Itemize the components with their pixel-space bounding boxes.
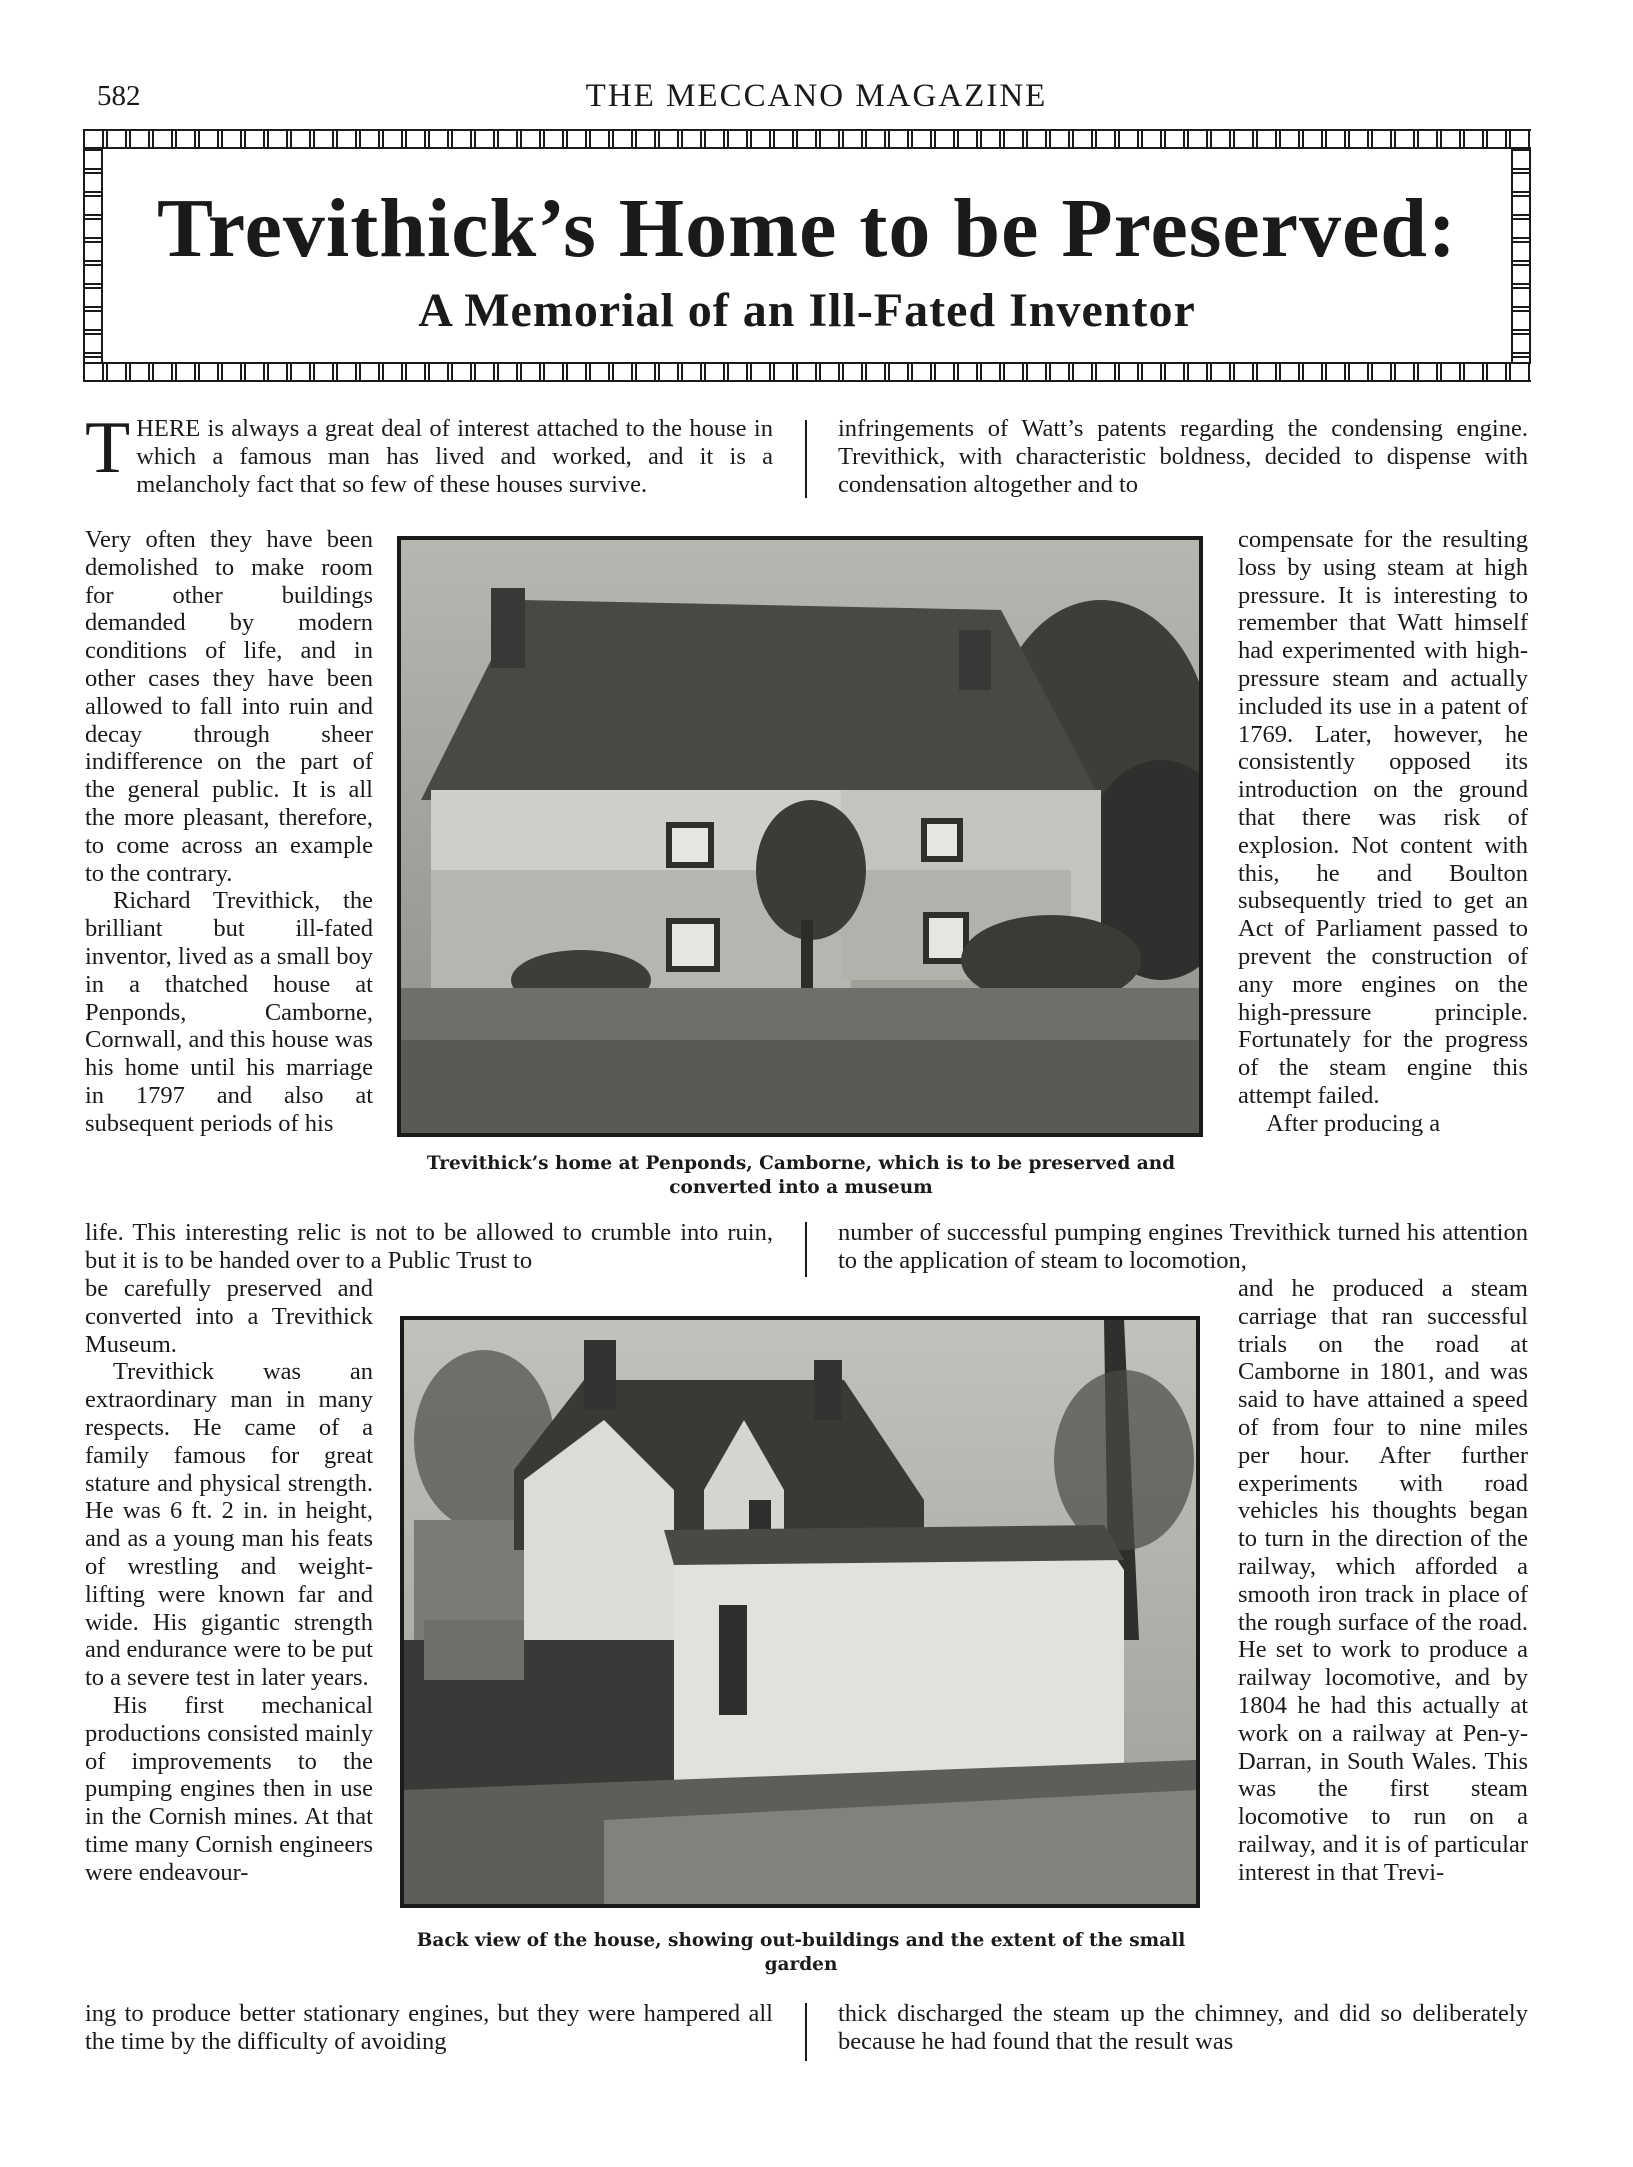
- page-number: 582: [97, 80, 141, 112]
- left-column-upper: [85, 526, 373, 1138]
- paragraph: Very often they have been demolished to make room for other buildings demanded by modern conditions of life, and in other cases they have been allowed to fall into ruin and decay through sheer indifference on the part of the general public. It is all the more pleasant, therefore, to come across an example to the contrary.: [85, 526, 373, 887]
- intro-text: HERE is always a great deal of interest attached to the house in which a famous man has lived and worked, and it is a melancholy fact that so few of these houses survive.: [136, 415, 773, 498]
- article-headline: Trevithick’s Home to be Preserved:: [157, 182, 1457, 275]
- drop-cap: T: [85, 407, 131, 489]
- figure-caption-back: Back view of the house, showing out-buildings and the extent of the small garden: [416, 1930, 1186, 1975]
- border-top: [83, 129, 1531, 149]
- paragraph: Trevithick was an extraordinary man in many respects. He came of a family famous for great stature and physical strength. He was 6 ft. 2 in. in height, and as a young man his feats of wrestling and weight-lifting were known far and wide. His gigantic strength and endurance were to be put to a severe test in later years.: [85, 1358, 373, 1692]
- figure-caption-front: Trevithick’s home at Penponds, Camborne, which is to be preserved and converted into a museum: [426, 1153, 1176, 1198]
- right-column-span: number of successful pumping engines Trevithick turned his attention to the application of steam to locomotion,: [838, 1219, 1528, 1274]
- right-column-bottom: thick discharged the steam up the chimney, and did so deliberately because he had found that the result was: [838, 2000, 1528, 2055]
- left-column-bottom: ing to produce better stationary engines, but they were hampered all the time by the difficulty of avoiding: [85, 2000, 773, 2055]
- magazine-title: THE MECCANO MAGAZINE: [585, 78, 1048, 114]
- paragraph: Richard Trevithick, the brilliant but ill-fated inventor, lived as a small boy in a thatched house at Penponds, Camborne, Cornwall, and this house was his home until his marriage in 1797 and also at subsequent periods of his: [85, 887, 373, 1137]
- article-subheadline: A Memorial of an Ill-Fated Inventor: [418, 284, 1196, 337]
- right-column-top: infringements of Watt’s patents regarding the condensing engine. Trevithick, with characteristic boldness, decided to dispense with condensation altogether and to: [838, 415, 1528, 498]
- intro-paragraph: [85, 407, 773, 498]
- left-column-lower: [85, 1275, 373, 1887]
- paragraph: His first mechanical productions consisted mainly of improvements to the pumping engines then in use in the Cornish mines. At that time many Cornish engineers were endeavour-: [85, 1691, 373, 1886]
- column-rule: [805, 2003, 807, 2061]
- photo-house-front: [397, 536, 1203, 1137]
- column-rule: [805, 1222, 807, 1277]
- paragraph: compensate for the resulting loss by using steam at high pressure. It is interesting to remember that Watt himself had experimented with high-pressure steam and actually included its use in a patent of 1769. Later, however, he consistently opposed its introduction on the ground that there was risk of explosion. Not content with this, he and Boulton subsequently tried to get an Act of Parliament passed to prevent the construction of any more engines on the high-pressure principle. Fortunately for the progress of the steam engine this attempt failed.: [1238, 526, 1528, 1109]
- paragraph: After producing a: [1266, 1109, 1441, 1137]
- right-column-lower: and he produced a steam carriage that ran successful trials on the road at Camborne in 1801, and was said to have attained a speed of from four to nine miles per hour. After further experiments with road vehicles his thoughts began to turn in the direction of the railway, which afforded a smooth iron track in place of the rough surface of the road. He set to work to produce a railway locomotive, and by 1804 he had this actually at work on a railway at Pen-y-Darran, in South Wales. This was the first steam locomotive to run on a railway, and it is of particular interest in that Trevi-: [1238, 1275, 1528, 1886]
- column-rule: [805, 420, 807, 498]
- right-column-upper: [1238, 526, 1528, 1138]
- left-column-span: life. This interesting relic is not to be allowed to crumble into ruin, but it is to be handed over to a Public Trust to: [85, 1219, 773, 1274]
- border-bottom: [83, 362, 1531, 382]
- paragraph: be carefully preserved and converted into a Trevithick Museum.: [85, 1275, 373, 1358]
- photo-house-back: [400, 1316, 1200, 1908]
